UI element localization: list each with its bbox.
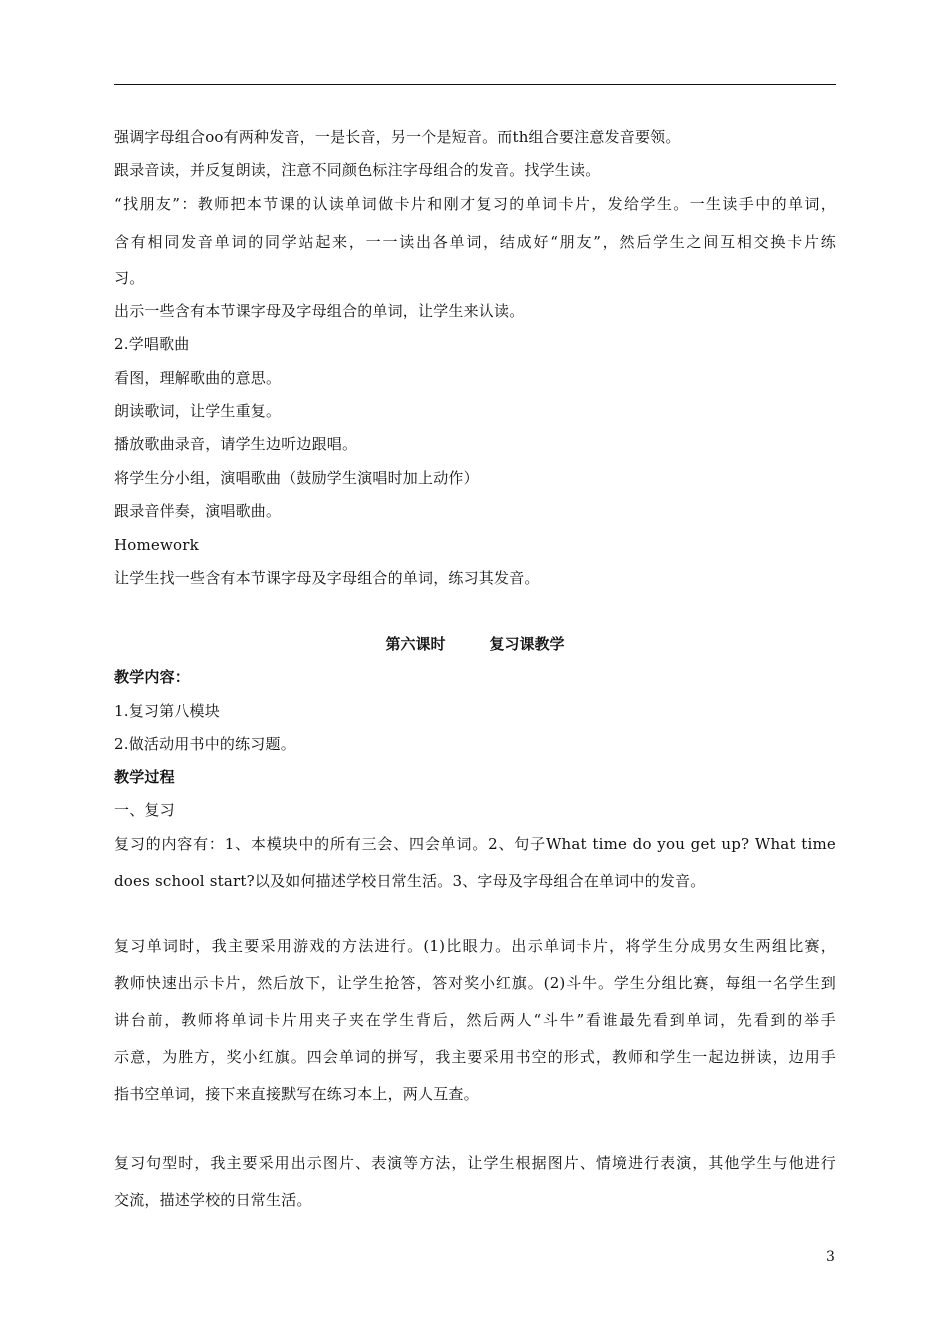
section-heading: 2.学唱歌曲 xyxy=(114,335,190,353)
paragraph-line: “找朋友”：教师把本节课的认读单词做卡片和刚才复习的单词卡片，发给学生。一生读手中的单词， xyxy=(114,195,836,213)
paragraph-line: 让学生找一些含有本节课字母及字母组合的单词，练习其发音。 xyxy=(114,569,540,587)
paragraph-line: 习。 xyxy=(114,269,145,287)
paragraph-line: 出示一些含有本节课字母及字母组合的单词，让学生来认读。 xyxy=(114,302,525,320)
paragraph-line: 复习句型时，我主要采用出示图片、表演等方法，让学生根据图片、情境进行表演，其他学生与他进行 xyxy=(114,1154,836,1172)
page-number: 3 xyxy=(826,1249,835,1265)
paragraph-line: 复习的内容有：1、本模块中的所有三会、四会单词。2、句子What time do you get up? What time xyxy=(114,835,836,853)
paragraph-line: 交流，描述学校的日常生活。 xyxy=(114,1191,312,1209)
section-heading: 教学过程 xyxy=(114,768,175,786)
paragraph-line: 看图，理解歌曲的意思。 xyxy=(114,369,282,387)
paragraph-line: 2.做活动用书中的练习题。 xyxy=(114,735,296,753)
header-rule xyxy=(114,84,836,85)
section-heading: 教学内容： xyxy=(114,668,191,686)
paragraph-line: 指书空单词，接下来直接默写在练习本上，两人互查。 xyxy=(114,1085,479,1103)
paragraph-line: 教师快速出示卡片，然后放下，让学生抢答，答对奖小红旗。(2)斗牛。学生分组比赛，每组一名学生到 xyxy=(114,974,836,992)
lesson-title-part: 复习课教学 xyxy=(489,635,565,653)
paragraph-line: 跟录音伴奏，演唱歌曲。 xyxy=(114,502,282,520)
paragraph-line: 讲台前，教师将单词卡片用夹子夹在学生背后，然后两人“斗牛”看谁最先看到单词，先看到的举手 xyxy=(114,1011,836,1029)
lesson-title xyxy=(0,634,950,654)
paragraph-line: 强调字母组合oo有两种发音，一是长音，另一个是短音。而th组合要注意发音要领。 xyxy=(114,128,681,146)
paragraph-line: 朗读歌词，让学生重复。 xyxy=(114,402,282,420)
paragraph-line: 复习单词时，我主要采用游戏的方法进行。(1)比眼力。出示单词卡片，将学生分成男女生两组比赛， xyxy=(114,937,836,955)
paragraph-line: 跟录音读，并反复朗读，注意不同颜色标注字母组合的发音。找学生读。 xyxy=(114,161,601,179)
homework-label: Homework xyxy=(114,536,199,554)
lesson-title-part: 第六课时 xyxy=(385,635,446,653)
paragraph-line: 一、复习 xyxy=(114,801,175,819)
paragraph-line: does school start?以及如何描述学校日常生活。3、字母及字母组合在单词中的发音。 xyxy=(114,872,706,890)
paragraph-line: 将学生分小组，演唱歌曲（鼓励学生演唱时加上动作） xyxy=(114,469,479,487)
paragraph-line: 播放歌曲录音，请学生边听边跟唱。 xyxy=(114,435,358,453)
paragraph-line: 含有相同发音单词的同学站起来，一一读出各单词，结成好“朋友”，然后学生之间互相交换卡片练 xyxy=(114,233,836,251)
paragraph-line: 示意，为胜方，奖小红旗。四会单词的拼写，我主要采用书空的形式，教师和学生一起边拼读，边用手 xyxy=(114,1048,836,1066)
paragraph-line: 1.复习第八模块 xyxy=(114,702,220,720)
